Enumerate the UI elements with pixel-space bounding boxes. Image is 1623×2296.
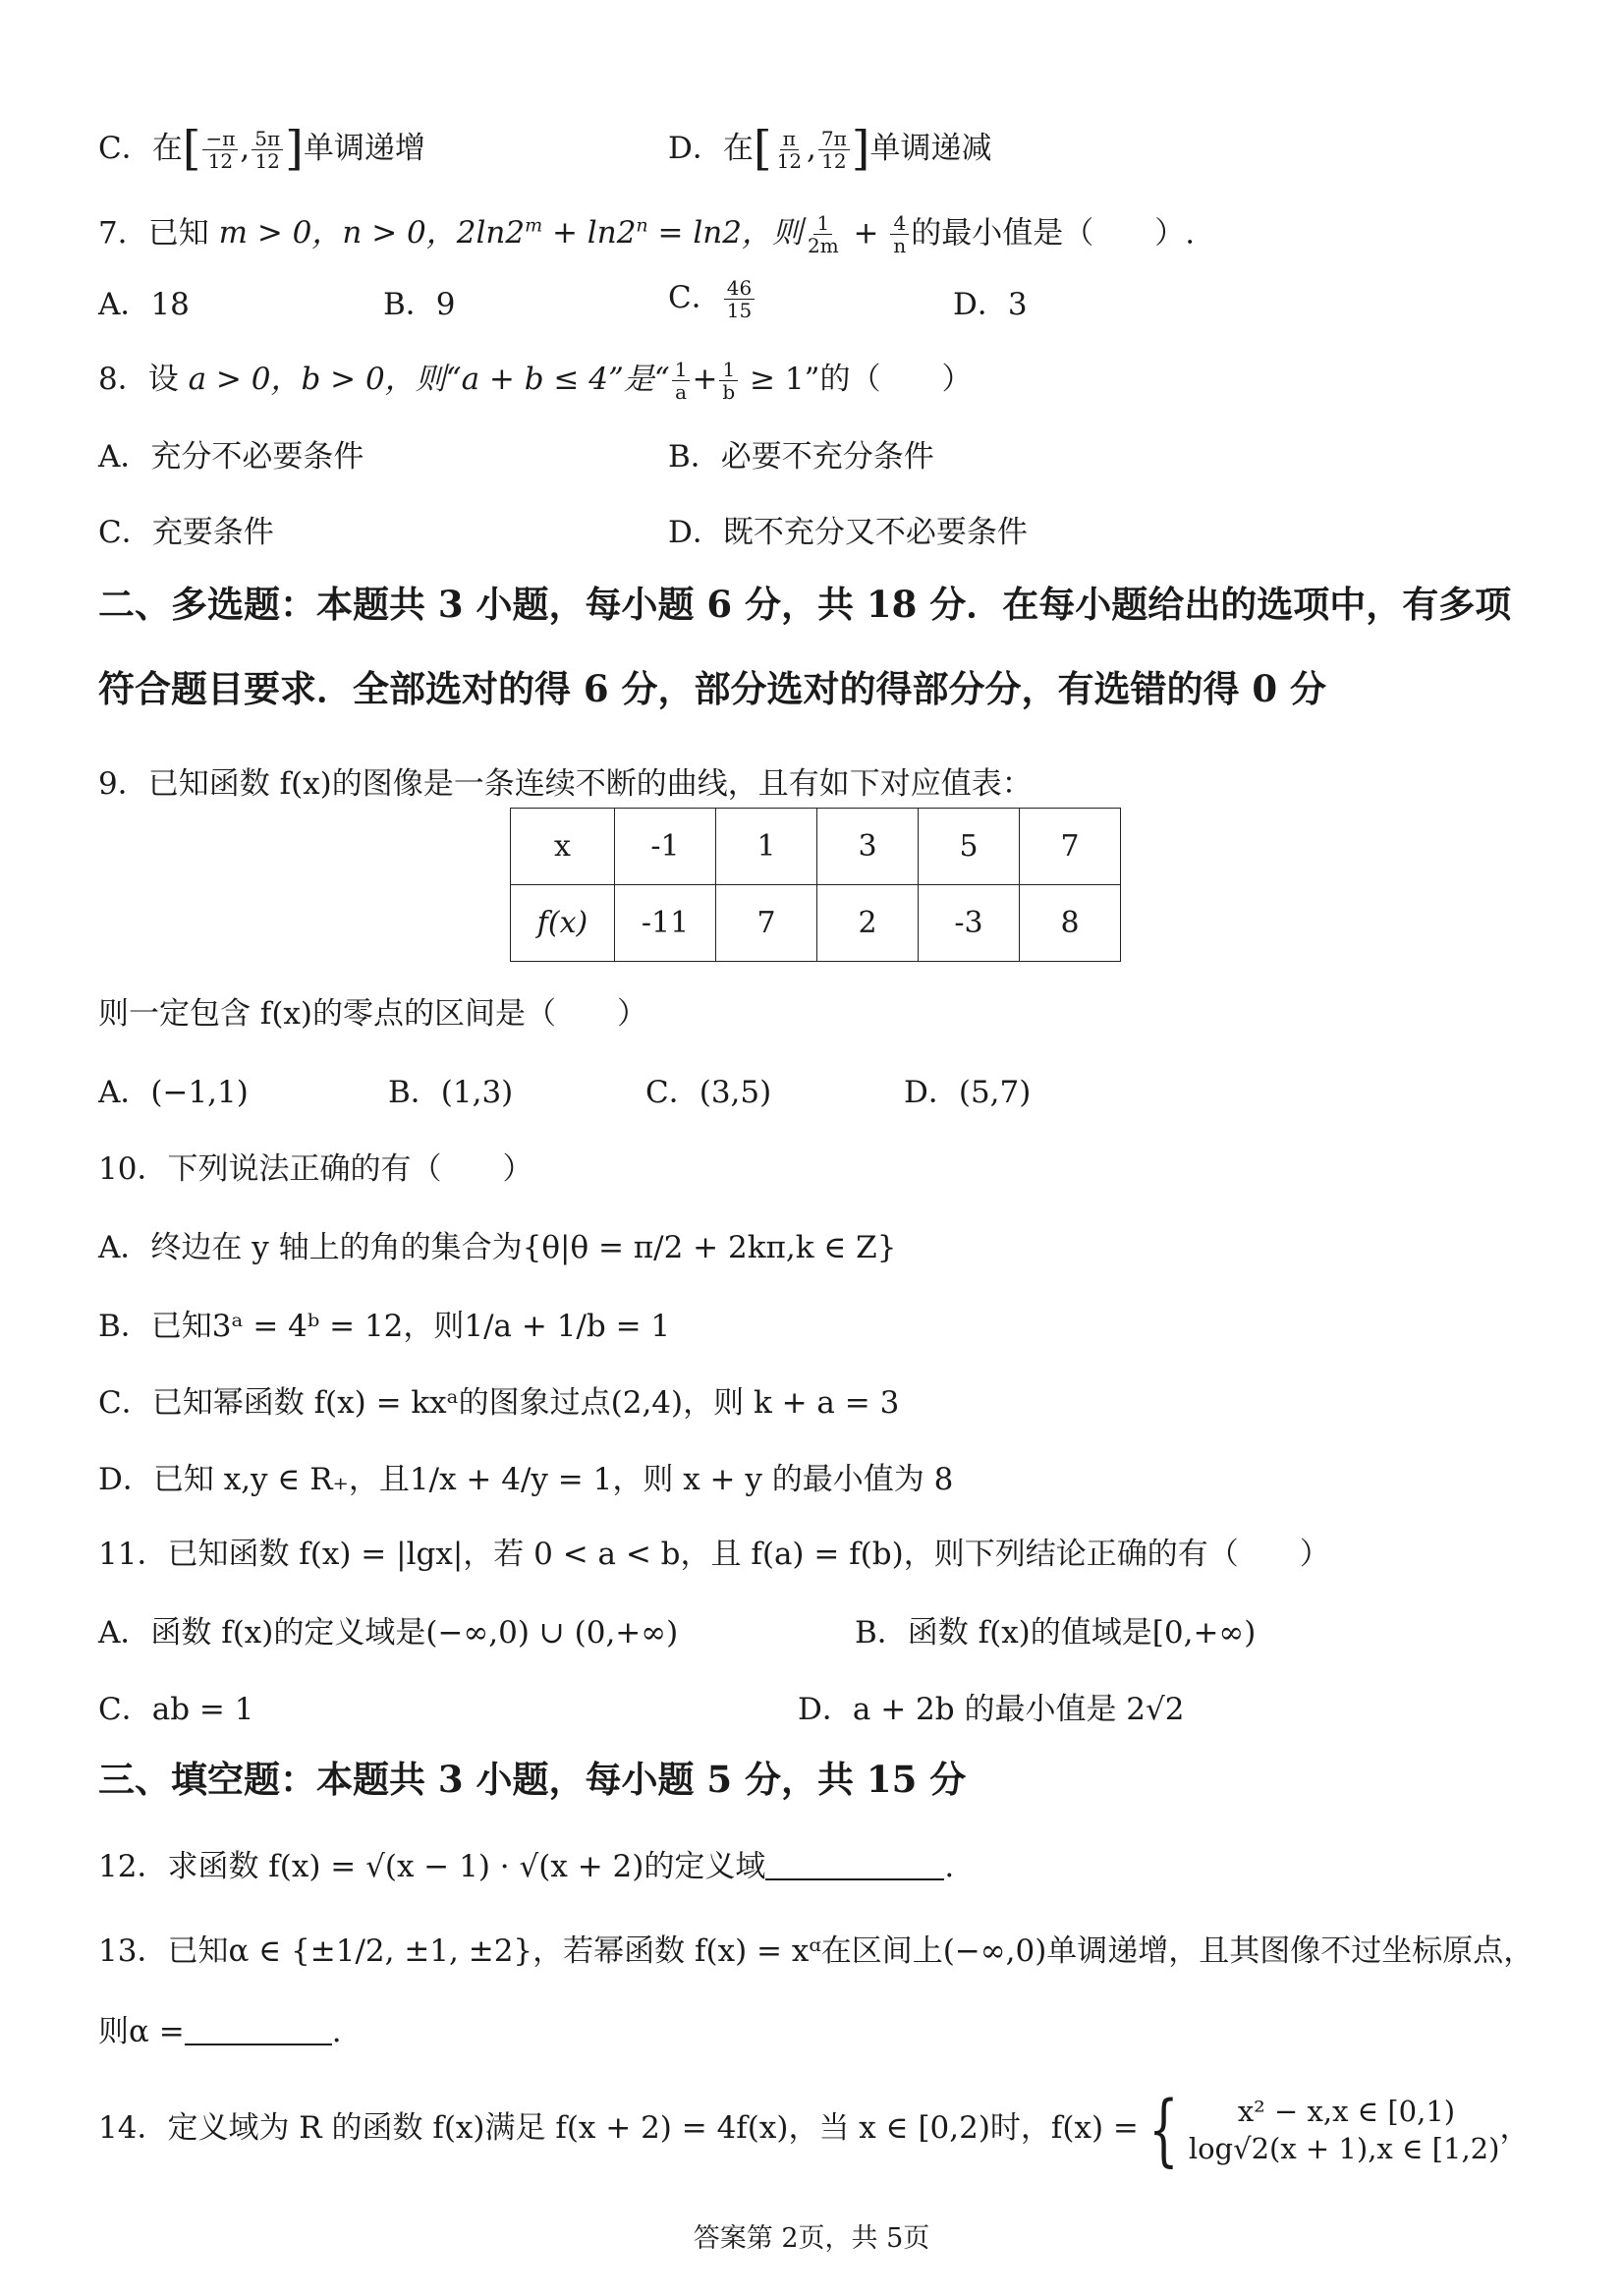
q13-alpha-label: 则α = — [98, 2014, 185, 2049]
q7-option-c — [668, 277, 756, 321]
table-cell: -1 — [615, 809, 716, 885]
q6-option-d-tail: 单调递减 — [869, 131, 992, 166]
q9-option-c: C．(3,5) — [645, 1075, 772, 1110]
table-cell: 2 — [817, 885, 919, 962]
table-cell: x — [511, 809, 615, 885]
q9-option-b: B．(1,3) — [388, 1075, 514, 1110]
q9-value-table — [510, 808, 1121, 962]
q6-option-d-label: D．在 — [668, 131, 754, 166]
q14-tail: ， — [1499, 2110, 1531, 2146]
table-cell: -3 — [919, 885, 1020, 962]
q11-option-d: D．a + 2b 的最小值是 2√2 — [798, 1692, 1185, 1727]
section3-heading: 三、填空题：本题共 3 小题，每小题 5 分，共 15 分 — [98, 1758, 967, 1801]
table-row — [511, 885, 1121, 962]
q9-option-a: A．(−1,1) — [98, 1075, 249, 1110]
q6-option-d: D．在[ $\frac{\pi}{12}$ , $\frac{7\pi}{12}$ ]单调递减 — [668, 121, 992, 176]
q12-answer-blank[interactable] — [765, 1849, 944, 1880]
q6-d-frac1: $\frac{\pi}{12}$ — [776, 127, 803, 173]
q14-stem-text: 14．定义域为 R 的函数 f(x)满足 f(x + 2) = 4f(x)，当 x ∈ [0,2)时，f(x) = — [98, 2110, 1139, 2146]
q8-frac2: $\frac{1}{b}$ — [719, 359, 738, 403]
table-cell: 1 — [716, 809, 817, 885]
q6-option-c: C．在[ $\frac{-\pi}{12}$ , $\frac{5\pi}{12}$ ]单调递增 — [98, 121, 425, 176]
q9-ask: 则一定包含 f(x)的零点的区间是（ ） — [98, 996, 647, 1032]
q11-stem: 11．已知函数 f(x) = |lgx|，若 0 < a < b，且 f(a) = f(b)，则下列结论正确的有（ ） — [98, 1537, 1330, 1572]
q8-frac1: $\frac{1}{a}$ — [672, 359, 691, 403]
q9-option-d: D．(5,7) — [904, 1075, 1032, 1110]
table-cell: 7 — [716, 885, 817, 962]
q8-stem-tail: ≥ 1”的（ ） — [740, 362, 973, 397]
q6-c-frac1: $\frac{-\pi}{12}$ — [202, 128, 238, 172]
q7-option-a: A．18 — [98, 287, 190, 322]
q11-option-a: A．函数 f(x)的定义域是(−∞,0) ∪ (0,+∞) — [98, 1615, 679, 1651]
q14-piecewise — [1189, 2093, 1500, 2167]
section2-heading-line2: 符合题目要求．全部选对的得 6 分，部分选对的得部分分，有选错的得 0 分 — [98, 667, 1327, 710]
q7-frac1: $\frac{1}{2m}$ — [807, 211, 839, 258]
table-cell: -11 — [615, 885, 716, 962]
q7-stem-prefix: 7．已知 — [98, 215, 209, 252]
q11-option-c: C．ab = 1 — [98, 1692, 254, 1727]
table-cell: f(x) — [511, 885, 615, 962]
q10-option-d: D．已知 x,y ∈ R₊，且1/x + 4/y = 1，则 x + y 的最小值为 8 — [98, 1462, 954, 1497]
q13-line2 — [98, 2012, 342, 2051]
q10-option-a: A．终边在 y 轴上的角的集合为{θ|θ = π/2 + 2kπ,k ∈ Z} — [98, 1230, 897, 1265]
section2-heading-line1: 二、多选题：本题共 3 小题，每小题 6 分，共 18 分．在每小题给出的选项中，有多项 — [98, 583, 1512, 626]
q8-option-c: C．充要条件 — [98, 515, 274, 550]
q7-option-d: D．3 — [953, 287, 1028, 322]
q6-d-frac2: $\frac{7\pi}{12}$ — [818, 128, 850, 172]
q11-option-b: B．函数 f(x)的值域是[0,+∞) — [855, 1615, 1257, 1651]
q13-answer-blank[interactable] — [185, 2014, 332, 2045]
table-row — [511, 809, 1121, 885]
q7-stem-tail: 的最小值是（ ）. — [911, 215, 1196, 252]
q9-stem: 9．已知函数 f(x)的图像是一条连续不断的曲线，且有如下对应值表： — [98, 766, 1033, 802]
q14-case1: x² − x,x ∈ [0,1) — [1237, 2094, 1456, 2128]
q7-frac2: $\frac{4}{n}$ — [890, 212, 909, 256]
q8-option-a: A．充分不必要条件 — [98, 439, 364, 475]
q10-option-c: C．已知幂函数 f(x) = kxᵃ的图象过点(2,4)，则 k + a = 3 — [98, 1385, 900, 1421]
q8-stem-prefix: 8．设 — [98, 362, 179, 397]
q10-stem: 10．下列说法正确的有（ ） — [98, 1151, 533, 1187]
q13-stem: 13．已知α ∈ {±1/2, ±1, ±2}，若幂函数 f(x) = xᵅ在区间上(−∞,0)单调递增，且其图像不过坐标原点， — [98, 1933, 1535, 1969]
q7-option-b: B．9 — [383, 287, 456, 322]
q6-c-frac2: $\frac{5\pi}{12}$ — [252, 128, 283, 172]
q7-option-c-frac: $\frac{46}{15}$ — [724, 277, 755, 321]
q6-option-c-label: C．在 — [98, 131, 183, 166]
q14-case2: log√2(x + 1),x ∈ [1,2) — [1188, 2131, 1500, 2165]
table-cell: 8 — [1020, 885, 1121, 962]
q14-stem — [98, 2083, 1531, 2175]
q12-tail: . — [944, 1849, 955, 1884]
q12-stem — [98, 1847, 954, 1886]
table-cell: 5 — [919, 809, 1020, 885]
table-cell: 3 — [817, 809, 919, 885]
q6-option-c-tail: 单调递增 — [303, 131, 425, 166]
q8-stem: 8．设 a > 0，b > 0，则“a + b ≤ 4”是“ $\frac{1}{a}$ + $\frac{1}{b}$ ≥ 1”的（ ） — [98, 358, 973, 404]
q8-option-b: B．必要不充分条件 — [668, 439, 934, 475]
q13-tail: . — [331, 2014, 342, 2049]
page-footer: 答案第 2页，共 5页 — [693, 2223, 930, 2254]
q10-option-b: B．已知3ᵃ = 4ᵇ = 12，则1/a + 1/b = 1 — [98, 1309, 671, 1344]
q8-option-d: D．既不充分又不必要条件 — [668, 515, 1028, 550]
table-cell: 7 — [1020, 809, 1121, 885]
q7-condition: m > 0，n > 0，$2\ln 2^m + \ln 2^n = \ln 2$，则 — [218, 215, 803, 252]
q7-stem: 7．已知 m > 0，n > 0，$2\ln 2^m + \ln 2^n = \ln 2$，则 $\frac{1}{2m}$ + $\frac{4}{n}$ 的最小值是（ ）. — [98, 211, 1196, 258]
q14-brace: { — [1148, 2083, 1179, 2175]
q12-stem-text: 12．求函数 f(x) = √(x − 1) · √(x + 2)的定义域 — [98, 1849, 766, 1884]
q7-option-c-label: C． — [668, 280, 722, 315]
q8-condition: a > 0，b > 0，则“a + b ≤ 4”是“ — [188, 362, 670, 397]
